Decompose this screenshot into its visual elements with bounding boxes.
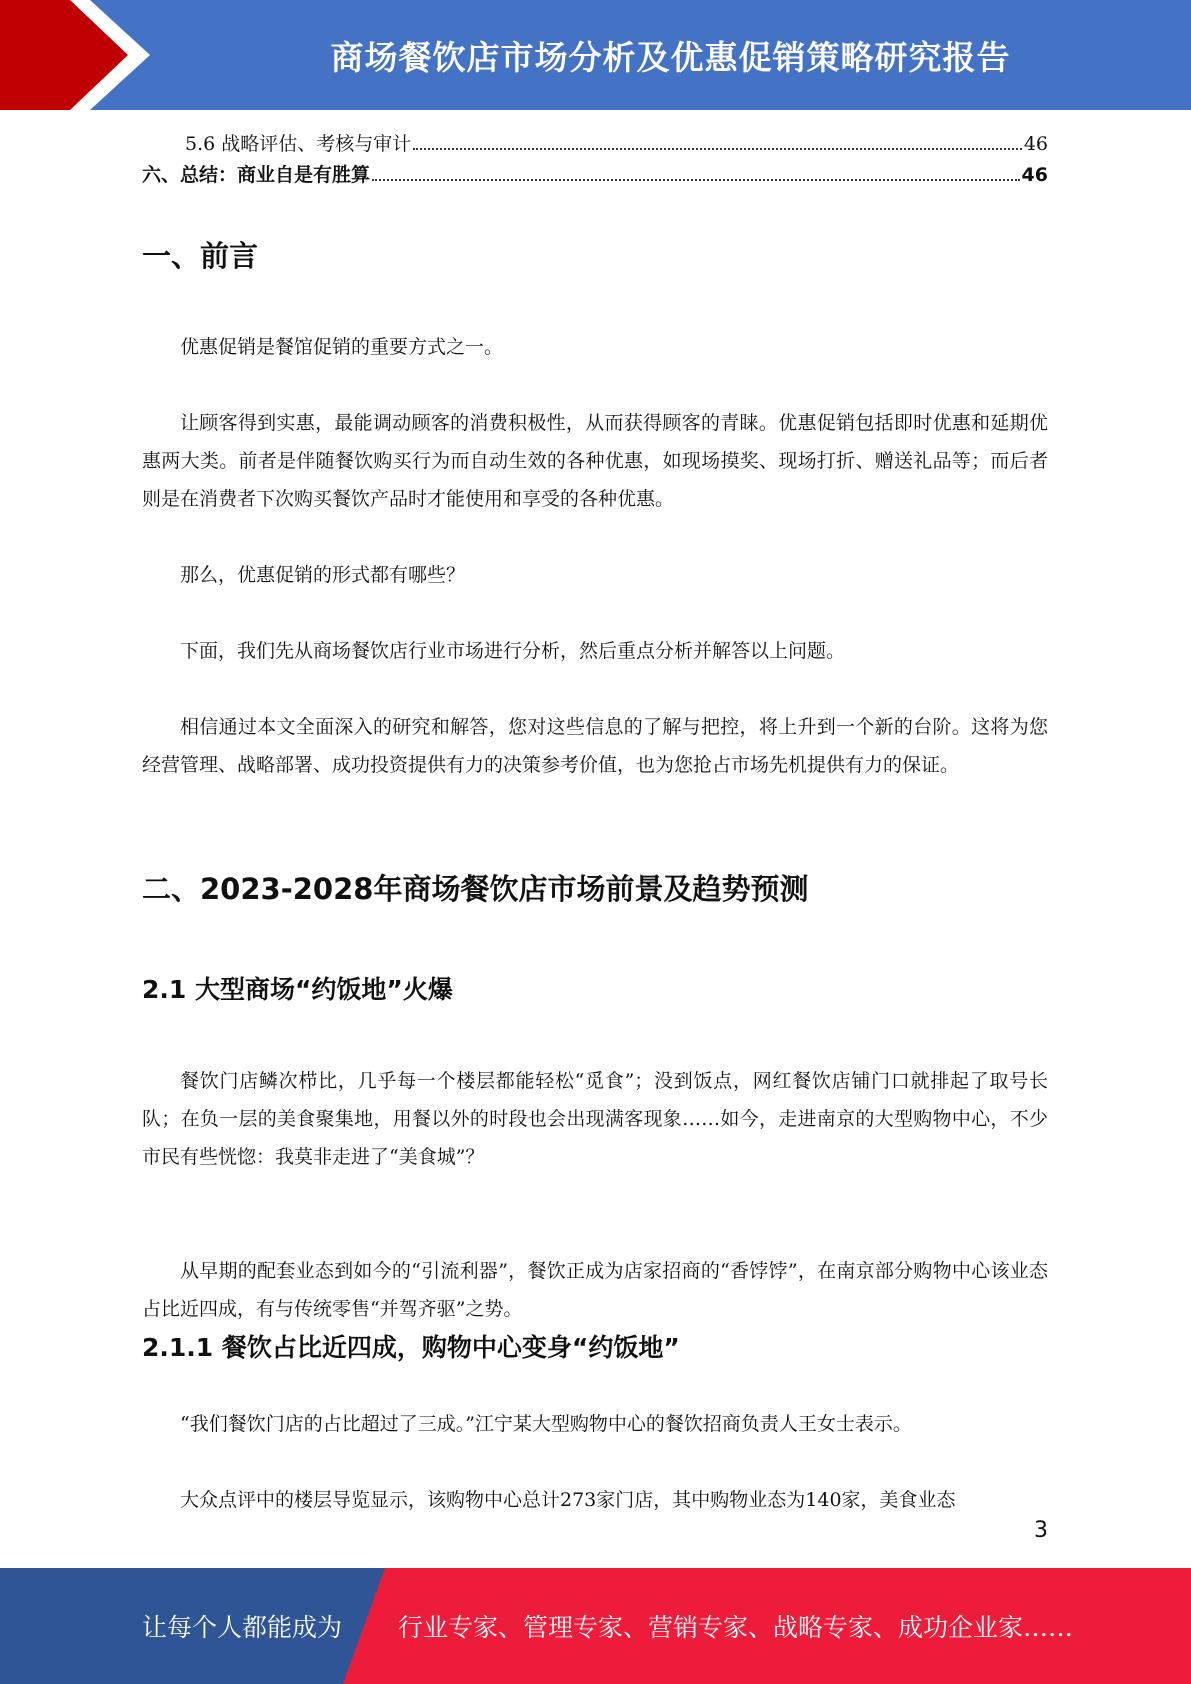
paragraph: 餐饮门店鳞次栉比，几乎每一个楼层都能轻松“觅食”；没到饭点，网红餐饮店铺门口就排起了取号长队；在负一层的美食聚集地，用餐以外的时段也会出现满客现象……如今，走进南京的大型购物中心，不少市民有些恍惚：我莫非走进了“美食城”？ — [142, 1070, 1048, 1168]
toc-leader-dots — [372, 179, 1020, 181]
toc-leader-dots — [413, 148, 1022, 150]
toc-entry-label: 六、总结：商业自是有胜算 — [142, 164, 371, 186]
page-header — [0, 0, 1191, 110]
header-title: 商场餐饮店市场分析及优惠促销策略研究报告 — [330, 37, 1011, 77]
toc-entry-label: 5.6 战略评估、考核与审计 — [185, 133, 412, 155]
footer-slogan-left: 让每个人都能成为 — [142, 1613, 343, 1642]
page-footer — [0, 1568, 1191, 1684]
paragraph: 大众点评中的楼层导览显示，该购物中心总计273家门店，其中购物业态为140家，美食业态 — [180, 1489, 956, 1511]
paragraph: 下面，我们先从商场餐饮店行业市场进行分析，然后重点分析并解答以上问题。 — [180, 640, 846, 662]
toc-entry[interactable] — [142, 160, 1048, 188]
subsubsection-heading: 2.1.1 餐饮占比近四成，购物中心变身“约饭地” — [142, 1333, 680, 1362]
paragraph: 让顾客得到实惠，最能调动顾客的消费积极性，从而获得顾客的青睐。优惠促销包括即时优惠和延期优惠两大类。前者是伴随餐饮购买行为而自动生效的各种优惠，如现场摸奖、现场打折、赠送礼品等；而后者则是在消费者下次购买餐饮产品时才能使用和享受的各种优惠。 — [142, 412, 1048, 510]
paragraph: 优惠促销是餐馆促销的重要方式之一。 — [180, 336, 504, 358]
toc-entry-page: 46 — [1021, 164, 1048, 186]
paragraph: 从早期的配套业态到如今的“引流利器”，餐饮正成为店家招商的“香饽饽”，在南京部分购物中心该业态占比近四成，有与传统零售“并驾齐驱”之势。 — [142, 1260, 1048, 1320]
section-heading-preface: 一、前言 — [142, 239, 259, 273]
subsection-heading: 2.1 大型商场“约饭地”火爆 — [142, 975, 453, 1004]
paragraph: 那么，优惠促销的形式都有哪些？ — [180, 564, 466, 586]
toc-entry[interactable] — [142, 129, 1048, 157]
toc-entry-page: 46 — [1023, 133, 1048, 155]
page-number: 3 — [1034, 1518, 1048, 1543]
section-heading-forecast: 二、2023-2028年商场餐饮店市场前景及趋势预测 — [142, 872, 809, 906]
paragraph: 相信通过本文全面深入的研究和解答，您对这些信息的了解与把控，将上升到一个新的台阶。这将为您经营管理、战略部署、成功投资提供有力的决策参考价值，也为您抢占市场先机提供有力的保证。 — [142, 716, 1048, 776]
paragraph: “我们餐饮门店的占比超过了三成。”江宁某大型购物中心的餐饮招商负责人王女士表示。 — [180, 1413, 912, 1435]
footer-slogan-right: 行业专家、管理专家、营销专家、战略专家、成功企业家…… — [398, 1613, 1074, 1642]
